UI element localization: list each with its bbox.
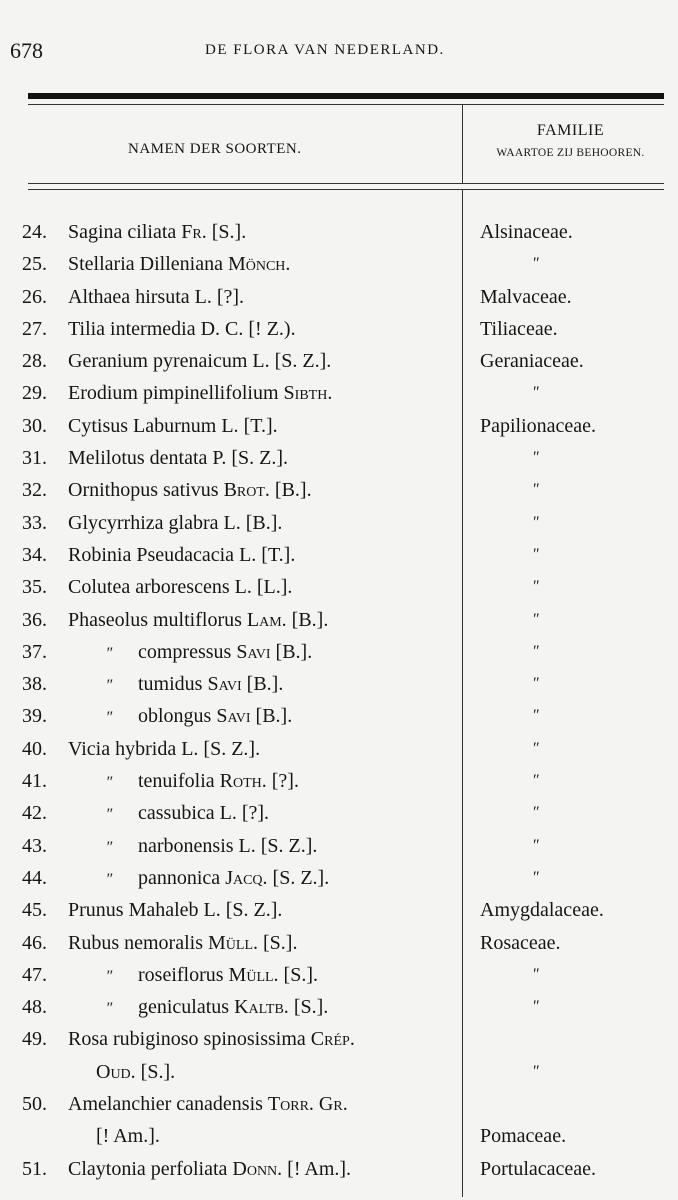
species-number: 47. <box>22 963 47 986</box>
species-name <box>68 539 295 571</box>
species-name <box>68 959 318 993</box>
species-number: 42. <box>22 802 47 825</box>
species-author: Torr. Gr. <box>267 1093 348 1116</box>
species-name <box>68 474 312 506</box>
species-binomial: Robinia Pseudacacia <box>68 543 235 566</box>
family-name: Papilionaceae. <box>480 414 597 437</box>
species-author: Savi <box>216 705 251 728</box>
species-reference: [S.]. <box>211 221 247 243</box>
family-ditto-mark: ″ <box>532 384 539 402</box>
species-name <box>68 442 288 474</box>
species-name <box>68 862 329 896</box>
family-ditto-mark: ″ <box>532 868 539 886</box>
family-name: Rosaceae. <box>480 931 561 954</box>
ditto-mark: ″ <box>105 709 113 727</box>
ditto-mark: ″ <box>105 838 113 856</box>
species-number: 39. <box>22 705 47 728</box>
table-row <box>0 281 678 313</box>
family-ditto-mark: ″ <box>532 965 539 983</box>
species-binomial: tumidus <box>138 673 203 696</box>
species-name <box>68 668 283 702</box>
family-ditto-mark: ″ <box>532 449 539 467</box>
species-author: L. <box>194 285 212 308</box>
table-row <box>0 991 678 1023</box>
species-binomial: Vicia hybrida <box>68 737 177 760</box>
species-author: Mönch. <box>227 253 291 276</box>
species-reference: [B.]. <box>246 673 284 696</box>
species-binomial: Erodium pimpinellifolium <box>68 382 279 405</box>
species-number: 50. <box>22 1093 47 1116</box>
family-name: Tiliaceae. <box>480 317 558 340</box>
species-number: 40. <box>22 737 47 760</box>
species-name <box>68 248 290 280</box>
species-reference: [S. Z.]. <box>274 350 332 373</box>
species-binomial: Phaseolus multiflorus <box>68 608 242 631</box>
species-number: 41. <box>22 770 47 793</box>
species-binomial: Rosa rubiginoso spinosissima <box>68 1028 306 1051</box>
family-ditto-mark: ″ <box>532 610 539 628</box>
species-author: L. <box>252 350 270 373</box>
table-rule <box>28 104 664 105</box>
species-number: 46. <box>22 931 47 954</box>
family-name: Alsinaceae. <box>480 221 573 243</box>
species-binomial: narbonensis <box>138 834 234 857</box>
species-name <box>68 797 269 831</box>
ditto-mark: ″ <box>105 806 113 824</box>
species-reference: [S. Z.]. <box>272 866 330 889</box>
table-row <box>0 507 678 539</box>
table-row <box>0 539 678 571</box>
species-name <box>68 636 312 670</box>
species-number: 43. <box>22 834 47 857</box>
species-binomial: Stellaria Dilleniana <box>68 253 223 276</box>
ditto-mark: ″ <box>105 1000 113 1018</box>
species-binomial: tenuifolia <box>138 770 215 793</box>
species-number: 35. <box>22 576 47 599</box>
species-reference: [S. Z.]. <box>203 737 261 760</box>
species-author: Roth. <box>219 770 267 793</box>
species-number: 36. <box>22 608 47 631</box>
species-binomial: Althaea hirsuta <box>68 285 190 308</box>
species-reference: [S. Z.]. <box>225 899 283 922</box>
species-binomial: Amelanchier canadensis <box>68 1093 263 1116</box>
species-author: Brot. <box>223 479 270 502</box>
species-number: 31. <box>22 447 47 470</box>
table-row <box>0 830 678 862</box>
species-reference: [B.]. <box>275 640 313 663</box>
table-row <box>0 216 678 248</box>
species-reference: [B.]. <box>255 705 293 728</box>
species-binomial: Rubus nemoralis <box>68 931 203 954</box>
species-author: L. <box>181 737 199 760</box>
family-ditto-mark: ″ <box>532 513 539 531</box>
species-name <box>68 765 299 799</box>
species-author: L. <box>239 543 257 566</box>
species-author: Müll. <box>228 963 279 986</box>
species-reference: [S.]. <box>140 1060 176 1083</box>
species-name <box>96 1056 175 1088</box>
species-number: 51. <box>22 1157 47 1180</box>
species-name <box>68 410 278 442</box>
species-reference: [T.]. <box>243 414 278 437</box>
species-name <box>68 604 328 636</box>
species-reference: [T.]. <box>261 543 296 566</box>
species-number: 28. <box>22 350 47 373</box>
species-number: 26. <box>22 285 47 308</box>
table-row <box>0 636 678 668</box>
species-reference: [?]. <box>241 802 270 825</box>
table-row <box>0 313 678 345</box>
species-binomial: Colutea arborescens <box>68 576 230 599</box>
species-number: 25. <box>22 253 47 276</box>
species-reference: [! Z.). <box>248 317 296 340</box>
family-ditto-mark: ″ <box>532 804 539 822</box>
table-row <box>0 797 678 829</box>
column-header-family <box>463 122 678 159</box>
family-ditto-mark: ″ <box>532 481 539 499</box>
species-binomial: oblongus <box>138 705 212 728</box>
species-name <box>68 1023 355 1055</box>
table-row <box>0 377 678 409</box>
species-name <box>68 927 297 959</box>
species-reference: [B.]. <box>291 608 329 631</box>
column-header-names: NAMEN DER SOORTEN. <box>128 141 302 157</box>
species-name <box>68 894 282 926</box>
species-author: L. <box>219 802 237 825</box>
ditto-mark: ″ <box>105 967 113 985</box>
table-row <box>0 1023 678 1055</box>
species-binomial: Sagina ciliata <box>68 221 177 243</box>
table-row <box>0 410 678 442</box>
table-row <box>0 1056 678 1088</box>
species-author: P. <box>212 447 227 470</box>
table-row <box>0 894 678 926</box>
species-binomial: Claytonia perfoliata <box>68 1157 228 1180</box>
species-number: 37. <box>22 640 47 663</box>
species-author: Lam. <box>246 608 287 631</box>
table-row <box>0 668 678 700</box>
species-reference: [S. Z.]. <box>260 834 318 857</box>
species-binomial: roseiflorus <box>138 963 224 986</box>
species-author: Oud. <box>96 1060 136 1083</box>
species-number: 29. <box>22 382 47 405</box>
family-ditto-mark: ″ <box>532 1062 539 1080</box>
species-number: 38. <box>22 673 47 696</box>
species-author: Savi <box>236 640 271 663</box>
table-row <box>0 1153 678 1185</box>
family-ditto-mark: ″ <box>532 642 539 660</box>
family-ditto-mark: ″ <box>532 739 539 757</box>
species-author: Savi <box>207 673 242 696</box>
species-reference: [L.]. <box>256 576 293 599</box>
species-number: 24. <box>22 221 47 243</box>
species-reference: [! Am.]. <box>287 1157 352 1180</box>
species-name <box>68 377 332 409</box>
species-name <box>68 313 296 345</box>
species-number: 49. <box>22 1028 47 1051</box>
species-binomial: cassubica <box>138 802 215 825</box>
species-name <box>68 507 282 539</box>
species-reference: [?]. <box>216 285 245 308</box>
species-reference: [S.]. <box>283 963 318 986</box>
table-row <box>0 474 678 506</box>
table-row <box>0 345 678 377</box>
table-row <box>0 765 678 797</box>
species-name <box>68 830 317 864</box>
family-header-line2: WAARTOE ZIJ BEHOOREN. <box>496 147 645 159</box>
species-name <box>68 345 331 377</box>
table-row <box>0 1088 678 1120</box>
species-reference: [! Am.]. <box>96 1125 160 1148</box>
species-number: 45. <box>22 899 47 922</box>
table-row <box>0 571 678 603</box>
family-name: Amygdalaceae. <box>480 899 604 922</box>
family-ditto-mark: ″ <box>532 545 539 563</box>
species-author: Müll. <box>208 931 258 954</box>
species-name <box>68 700 292 734</box>
species-number: 48. <box>22 996 47 1019</box>
species-author: L. <box>203 899 221 922</box>
family-ditto-mark: ″ <box>532 772 539 790</box>
species-name <box>68 571 292 603</box>
ditto-mark: ″ <box>105 870 113 888</box>
table-header-rule <box>28 183 664 184</box>
species-binomial: compressus <box>138 640 232 663</box>
species-author: D. C. <box>200 317 244 340</box>
family-name: Malvaceae. <box>480 285 572 308</box>
table-row <box>0 959 678 991</box>
species-name <box>68 733 260 765</box>
running-head: DE FLORA VAN NEDERLAND. <box>205 42 445 58</box>
family-ditto-mark: ″ <box>532 707 539 725</box>
family-header-line1: FAMILIE <box>536 122 605 139</box>
table-row <box>0 862 678 894</box>
table-row <box>0 927 678 959</box>
table-row <box>0 700 678 732</box>
species-binomial: pannonica <box>138 866 221 889</box>
table-row <box>0 442 678 474</box>
table-row <box>0 733 678 765</box>
family-name: Portulacaceae. <box>480 1157 597 1180</box>
species-reference: [B.]. <box>245 511 283 534</box>
species-reference: [?]. <box>271 770 299 793</box>
species-name <box>68 1088 348 1120</box>
species-binomial: Ornithopus sativus <box>68 479 219 502</box>
species-name <box>68 1153 351 1185</box>
species-author: Fr. <box>181 221 207 243</box>
table-top-rule <box>28 93 664 99</box>
ditto-mark: ″ <box>105 774 113 792</box>
family-ditto-mark: ″ <box>532 675 539 693</box>
species-name <box>68 216 246 248</box>
species-number: 34. <box>22 543 47 566</box>
species-number: 27. <box>22 317 47 340</box>
species-name <box>96 1120 160 1152</box>
species-reference: [S.]. <box>263 931 298 954</box>
species-table <box>0 216 678 1185</box>
species-reference: [S.]. <box>293 996 329 1019</box>
species-author: Sibth. <box>283 382 333 405</box>
family-ditto-mark: ″ <box>532 836 539 854</box>
species-author: L. <box>238 834 256 857</box>
family-name: Geraniaceae. <box>480 350 584 373</box>
species-number: 32. <box>22 479 47 502</box>
ditto-mark: ″ <box>105 644 113 662</box>
species-number: 44. <box>22 866 47 889</box>
species-number: 33. <box>22 511 47 534</box>
species-binomial: geniculatus <box>138 996 230 1019</box>
species-binomial: Geranium pyrenaicum <box>68 350 248 373</box>
family-ditto-mark: ″ <box>532 578 539 596</box>
family-ditto-mark: ″ <box>532 998 539 1016</box>
species-binomial: Cytisus Laburnum <box>68 414 217 437</box>
species-binomial: Tilia intermedia <box>68 317 196 340</box>
species-author: L. <box>221 414 239 437</box>
family-name: Pomaceae. <box>480 1125 567 1148</box>
table-row <box>0 248 678 280</box>
table-header-rule <box>28 189 664 190</box>
species-binomial: Glycyrrhiza glabra <box>68 511 219 534</box>
table-row <box>0 1120 678 1152</box>
family-ditto-mark: ″ <box>532 255 539 273</box>
species-author: Crép. <box>310 1028 355 1051</box>
species-name <box>68 281 244 313</box>
page-number: 678 <box>10 38 43 63</box>
species-author: Kaltb. <box>234 996 289 1019</box>
species-binomial: Prunus Mahaleb <box>68 899 199 922</box>
table-row <box>0 604 678 636</box>
species-binomial: Melilotus dentata <box>68 447 208 470</box>
species-name <box>68 991 328 1025</box>
species-author: L. <box>234 576 252 599</box>
species-author: L. <box>223 511 241 534</box>
species-reference: [B.]. <box>274 479 312 502</box>
species-author: Donn. <box>232 1157 283 1180</box>
species-reference: [S. Z.]. <box>231 447 288 470</box>
ditto-mark: ″ <box>105 677 113 695</box>
species-author: Jacq. <box>225 866 268 889</box>
species-number: 30. <box>22 414 47 437</box>
